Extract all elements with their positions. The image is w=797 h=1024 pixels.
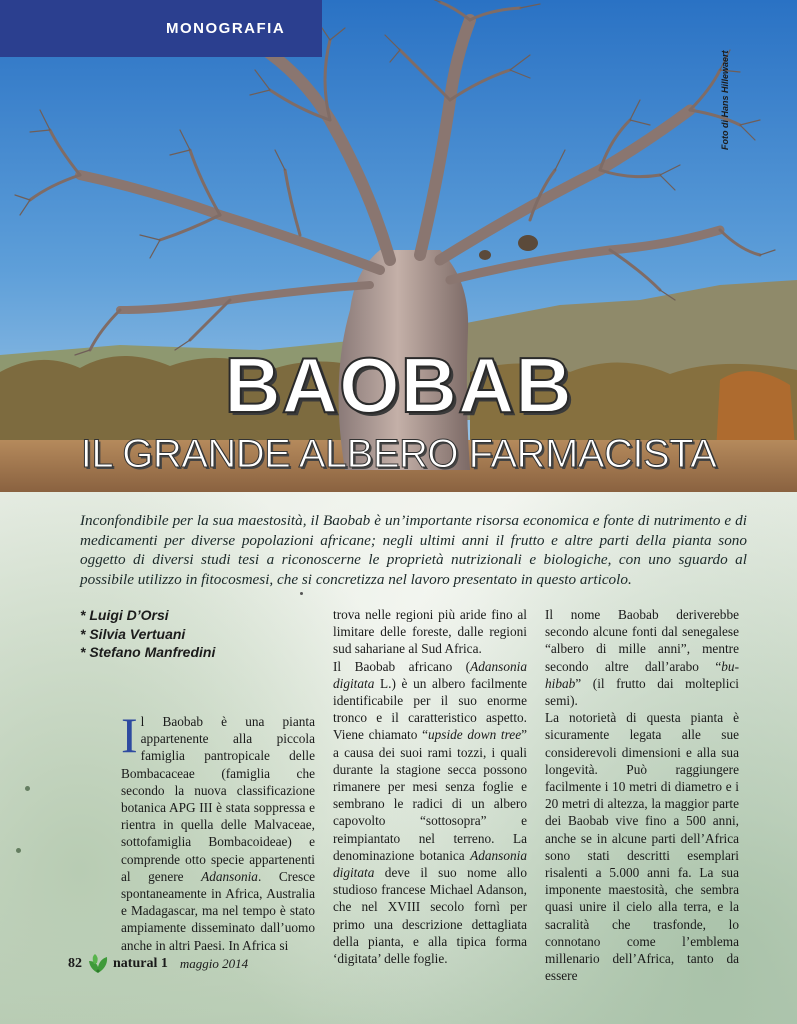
decorative-speck xyxy=(16,848,21,853)
body-column-2 xyxy=(333,606,527,967)
drop-cap: I xyxy=(121,707,138,763)
text-run: Adansonia digitata xyxy=(333,658,527,691)
text-run: Il nome Baobab deriverebbe secondo alcune fonti dal senegalese “albero di mille anni”, mentre secondo altre dall’arabo “ xyxy=(545,607,739,674)
decorative-dot xyxy=(300,592,303,595)
page-footer xyxy=(68,953,248,975)
page-number: 82 xyxy=(68,956,82,971)
text-run: ” a causa dei suoi rami tozzi, i quali durante la stagione secca possono rimanere per mesi senza foglie e sembrano le radici di un albero capovolto “sottosopra” e reimpiantato nel terreno. La denominazione botanica xyxy=(333,727,527,863)
text-run: Adansonia xyxy=(201,868,258,884)
paragraph: La notorietà di questa pianta è sicuramente legata alle sue considerevoli dimensioni e alla sua longevità. Può raggiungere facilmente i 10 metri di diametro e i 20 metri di altezza, la maggior parte dei Baobab vive fino a 500 anni, anche se in alcune parti dell’Africa sono stati descritti esemplari risalenti a 5.000 anni fa. La sua imponente maestosità, che sembra quasi unire il cielo alla terra, e la sacralità che trasfonde, lo connotano come l’emblema millenario dell’Africa, tanto da essere xyxy=(545,710,739,984)
author: * Silvia Vertuani xyxy=(80,625,186,642)
text-run: Il Baobab africano ( xyxy=(333,658,471,674)
magazine-name: natural 1 xyxy=(113,956,168,971)
author-list xyxy=(80,606,215,662)
body-column-1 xyxy=(121,707,315,954)
text-run: . Cresce spontaneamente in Africa, Australia e Madagascar, ma nel tempo è stato ampiamente disseminato dall’uomo anche in altri Paesi. In Africa si xyxy=(121,868,315,953)
text-run: upside down tree xyxy=(427,727,522,743)
author: * Luigi D’Orsi xyxy=(80,607,169,623)
article-subtitle: IL GRANDE ALBERO FARMACISTA xyxy=(80,432,717,476)
text-run: L.) è un albero facilmente identificabile per il suo enorme tronco e il caratteristico aspetto. Viene chiamato “ xyxy=(333,675,527,743)
text-run: Adansonia digitata xyxy=(333,847,527,881)
section-label: MONOGRAFIA xyxy=(0,0,322,57)
issue-date: maggio 2014 xyxy=(179,956,249,971)
abstract: Inconfondibile per la sua maestosità, il Baobab è un’importante risorsa economica e fonte di nutrimento e di medicamenti per diverse popolazioni africane; negli ultimi anni il frutto e altre parti della pianta sono oggetto di diversi studi tesi a riconoscerne le proprietà nutrizionali e biologiche, con uno sguardo al possibile utilizzo in fitocosmesi, che si concretizza nel lavoro presentato in questo articolo. xyxy=(80,512,747,588)
author: * Stefano Manfredini xyxy=(80,644,216,660)
paragraph xyxy=(121,707,315,954)
text-run: l Baobab è una pianta appartenente alla piccola famiglia pantropicale delle Bombacaceae (famiglia che secondo la nuova classificazione botanica APG III è stata soppressa e rientra in quella delle Malvaceae, sottofamiglia Bombacoideae) e comprende otto specie appartenenti al genere xyxy=(121,714,315,884)
decorative-speck xyxy=(25,786,30,791)
hero-photo xyxy=(0,0,797,492)
paragraph xyxy=(545,606,739,709)
text-run: deve il suo nome allo studioso francese Michael Adanson, che nel XVIII secolo fornì per primo una descrizione dettagliata della pianta, e alla tipica forma ‘digitata’ delle foglie. xyxy=(333,865,527,967)
text-run: bu- hibab xyxy=(545,658,739,691)
photo-credit: Foto di Hans Hillewaert xyxy=(720,50,730,150)
body-column-3 xyxy=(545,606,739,984)
paragraph xyxy=(333,658,527,968)
article-title: BAOBAB xyxy=(224,341,573,429)
paragraph: trova nelle regioni più aride fino al limitare delle foreste, dalle regioni sud sahariane al Sud Africa. xyxy=(333,607,527,657)
leaf-logo-icon xyxy=(86,953,110,975)
text-run: ” (il frutto dai molteplici semi). xyxy=(545,675,739,709)
